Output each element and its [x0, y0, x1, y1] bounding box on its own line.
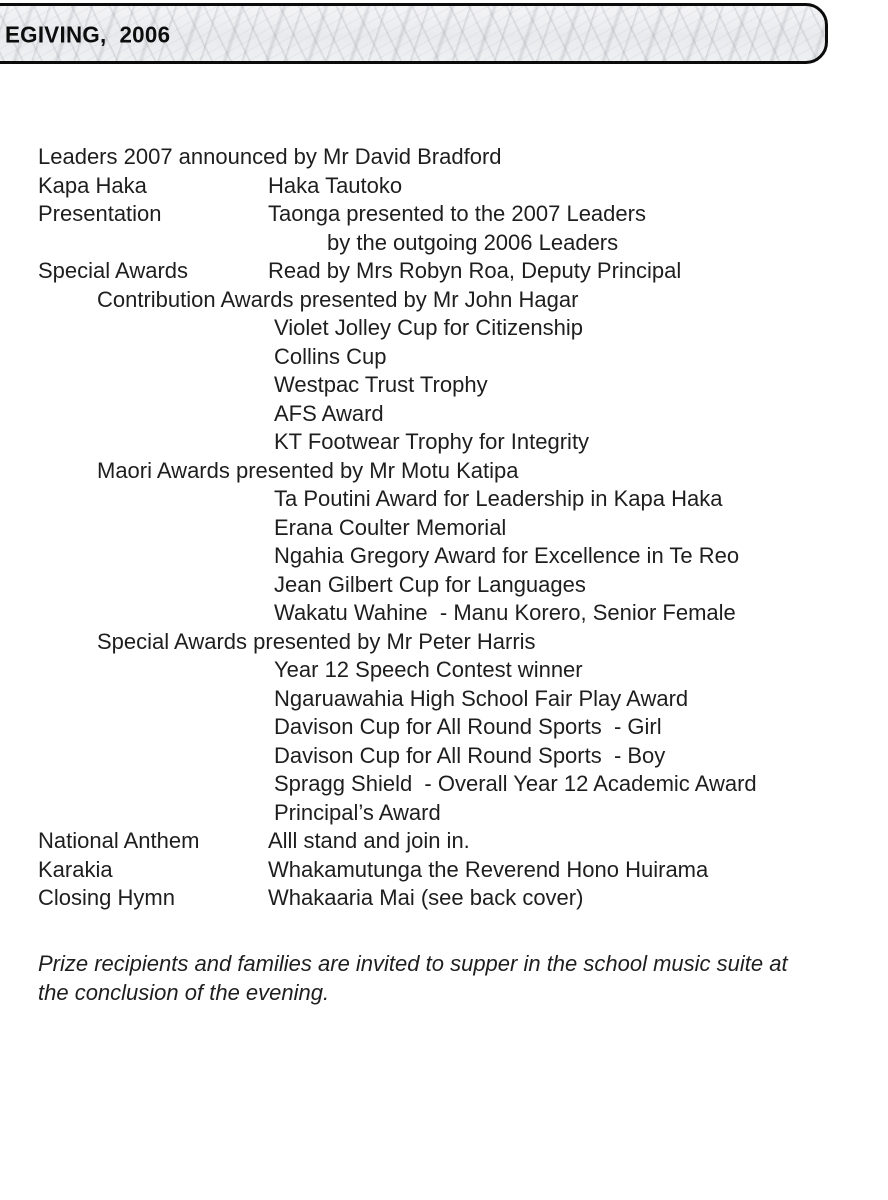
programme-line-group: Maori Awards presented by Mr Motu Katipa: [97, 457, 519, 483]
programme-line-pair: [38, 884, 868, 913]
programme-line-full: Leaders 2007 announced by Mr David Bradford: [38, 144, 502, 169]
programme-value: Alll stand and join in.: [268, 828, 470, 853]
programme-label: Closing Hymn: [38, 885, 175, 910]
programme-line-award: Principal’s Award: [274, 799, 441, 825]
page-title: EGIVING, 2006: [5, 21, 171, 48]
programme-line-award: KT Footwear Trophy for Integrity: [274, 429, 590, 454]
closing-note-line: Prize recipients and families are invited to supper in the school music suite at: [38, 951, 788, 976]
programme-value: Read by Mrs Robyn Roa, Deputy Principal: [268, 258, 682, 283]
programme-label: Karakia: [38, 856, 113, 882]
programme-label: Kapa Haka: [38, 172, 147, 198]
programme-value: Haka Tautoko: [268, 172, 403, 198]
programme-line-award: Spragg Shield - Overall Year 12 Academic Award: [274, 771, 757, 796]
programme-line-award: Ta Poutini Award for Leadership in Kapa Haka: [274, 486, 723, 511]
programme-line-group: Special Awards presented by Mr Peter Harris: [97, 628, 536, 654]
closing-note-line: the conclusion of the evening.: [38, 979, 330, 1005]
programme-value: Whakamutunga the Reverend Hono Huirama: [268, 856, 709, 882]
programme-line-award: Jean Gilbert Cup for Languages: [274, 571, 586, 597]
programme-label: Special Awards: [38, 258, 189, 283]
programme-line-award: Ngaruawahia High School Fair Play Award: [274, 685, 689, 711]
programme-label: National Anthem: [38, 828, 200, 853]
programme-line-pair: [38, 257, 868, 286]
programme-line-pair: [38, 200, 868, 229]
programme-line-award: Wakatu Wahine - Manu Korero, Senior Female: [274, 600, 736, 625]
programme-line-award: Davison Cup for All Round Sports - Girl: [274, 714, 662, 739]
programme-line-award: Ngahia Gregory Award for Excellence in Te Reo: [274, 543, 740, 568]
programme-value: Whakaaria Mai (see back cover): [268, 885, 584, 910]
closing-note: [38, 950, 868, 1007]
programme-line-pair: [38, 827, 868, 856]
programme-line-award: Davison Cup for All Round Sports - Boy: [274, 742, 666, 768]
programme-list: [38, 143, 868, 913]
programme-line-group: Contribution Awards presented by Mr John Hagar: [97, 286, 579, 312]
programme-value: Taonga presented to the 2007 Leaders: [268, 201, 646, 226]
header-banner: [0, 3, 828, 64]
programme-line-award: AFS Award: [274, 400, 384, 426]
programme-line-award: Year 12 Speech Contest winner: [274, 657, 583, 682]
programme-line-cont: by the outgoing 2006 Leaders: [327, 229, 619, 255]
programme-label: Presentation: [38, 201, 162, 226]
programme-line-award: Violet Jolley Cup for Citizenship: [274, 315, 583, 340]
programme-line-award: Collins Cup: [274, 343, 387, 369]
programme-line-award: Erana Coulter Memorial: [274, 514, 507, 540]
programme-line-pair: [38, 172, 868, 201]
programme-line-award: Westpac Trust Trophy: [274, 372, 488, 397]
programme-line-pair: [38, 856, 868, 885]
